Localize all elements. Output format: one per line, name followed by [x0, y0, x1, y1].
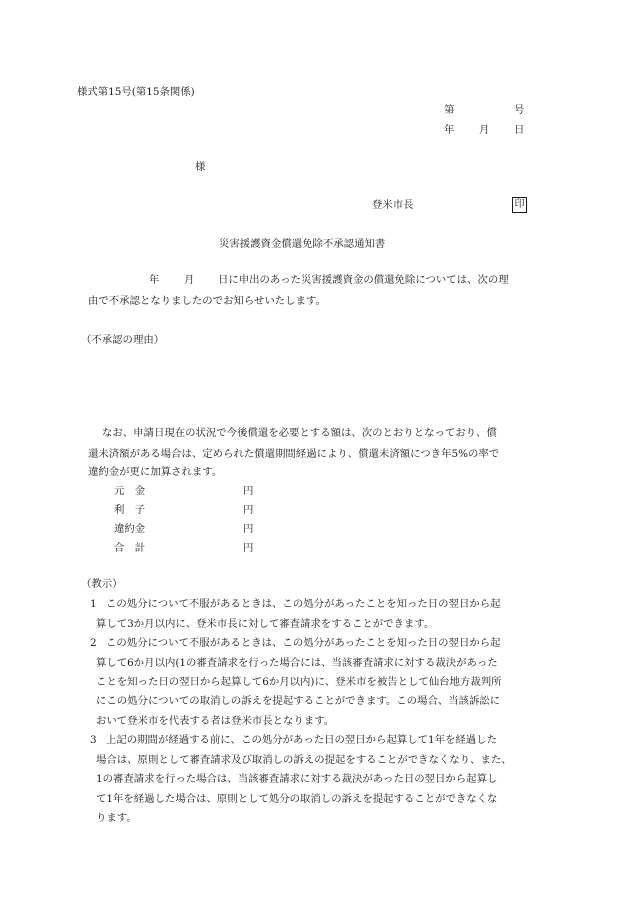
instruction-3-line-3: 1の審査請求を行った場合は、当該審査請求に対する裁決があった日の翌日から起算し	[96, 773, 498, 785]
amount-unit-interest: 円	[243, 504, 254, 516]
body-year-label: 年	[149, 274, 160, 286]
body-line-1: 日に申出のあった災害援護資金の償還免除については、次の理	[218, 274, 509, 286]
instruction-1-line-2: 算して3か月以内に、登米市長に対して審査請求をすることができます。	[96, 618, 435, 630]
amount-unit-penalty: 円	[243, 523, 254, 535]
notice-line-3: 違約金が更に加算されます。	[88, 466, 223, 478]
amount-label-penalty: 違約金	[114, 523, 146, 535]
instruction-2-line-1: この処分について不服があるときは、この処分があったことを知った日の翌日から起	[106, 637, 501, 649]
document-number-suffix: 号	[514, 104, 525, 116]
document-number-prefix: 第	[444, 104, 455, 116]
instruction-3-line-1: 上記の期間が経過する前に、この処分があった日の翌日から起算して1年を経過した	[106, 734, 497, 746]
instruction-2-line-2: 算して6か月以内(1の審査請求を行った場合には、当該審査請求に対する裁決があった	[96, 657, 498, 669]
body-line-2: 由で不承認となりましたのでお知らせいたします。	[88, 295, 326, 307]
notice-line-2: 還未済額がある場合は、定められた償還期間経過により、償還未済額につき年5%の率で	[88, 448, 500, 460]
body-month-label: 月	[184, 274, 195, 286]
instruction-1-number: 1	[90, 598, 97, 610]
form-id: 様式第15号(第15条関係)	[77, 86, 195, 98]
instruction-3-line-4: て1年を経過した場合は、原則として処分の取消しの訴えを提起することができなくな	[96, 793, 498, 805]
amount-label-principal: 元 金	[114, 485, 146, 497]
seal-stamp: 印	[512, 197, 527, 213]
document-title: 災害援護資金償還免除不承認通知書	[219, 238, 386, 250]
amount-unit-principal: 円	[243, 485, 254, 497]
instruction-3-number: 3	[90, 734, 97, 746]
instruction-1-line-1: この処分について不服があるときは、この処分があったことを知った日の翌日から起	[106, 598, 501, 610]
amount-label-total: 合 計	[114, 542, 146, 554]
instruction-2-line-5: おいて登米市を代表する者は登米市長となります。	[96, 715, 335, 727]
issuer-name: 登米市長	[372, 199, 414, 211]
reason-heading: （不承認の理由）	[81, 334, 165, 346]
instruction-3-line-5: ります。	[96, 812, 137, 824]
date-day-label: 日	[514, 124, 525, 136]
instruction-2-number: 2	[90, 637, 97, 649]
addressee-honorific: 様	[195, 161, 206, 173]
date-month-label: 月	[479, 124, 490, 136]
instruction-2-line-4: にこの処分についての取消しの訴えを提起することができます。この場合、当該訴訟に	[96, 695, 501, 707]
amount-label-interest: 利 子	[114, 504, 146, 516]
date-year-label: 年	[444, 124, 455, 136]
instruction-2-line-3: ことを知った日の翌日から起算して6か月以内)に、登米市を被告として仙台地方裁判所	[96, 676, 502, 688]
seal-mark	[512, 197, 527, 213]
instruction-3-line-2: 場合は、原則として審査請求及び取消しの訴えの提起をすることができなくなり、また、	[96, 754, 512, 766]
notice-line-1: なお、申請日現在の状況で今後償還を必要とする額は、次のとおりとなっており、償	[102, 427, 497, 439]
instruction-heading: （教示）	[81, 578, 123, 590]
amount-unit-total: 円	[243, 542, 254, 554]
